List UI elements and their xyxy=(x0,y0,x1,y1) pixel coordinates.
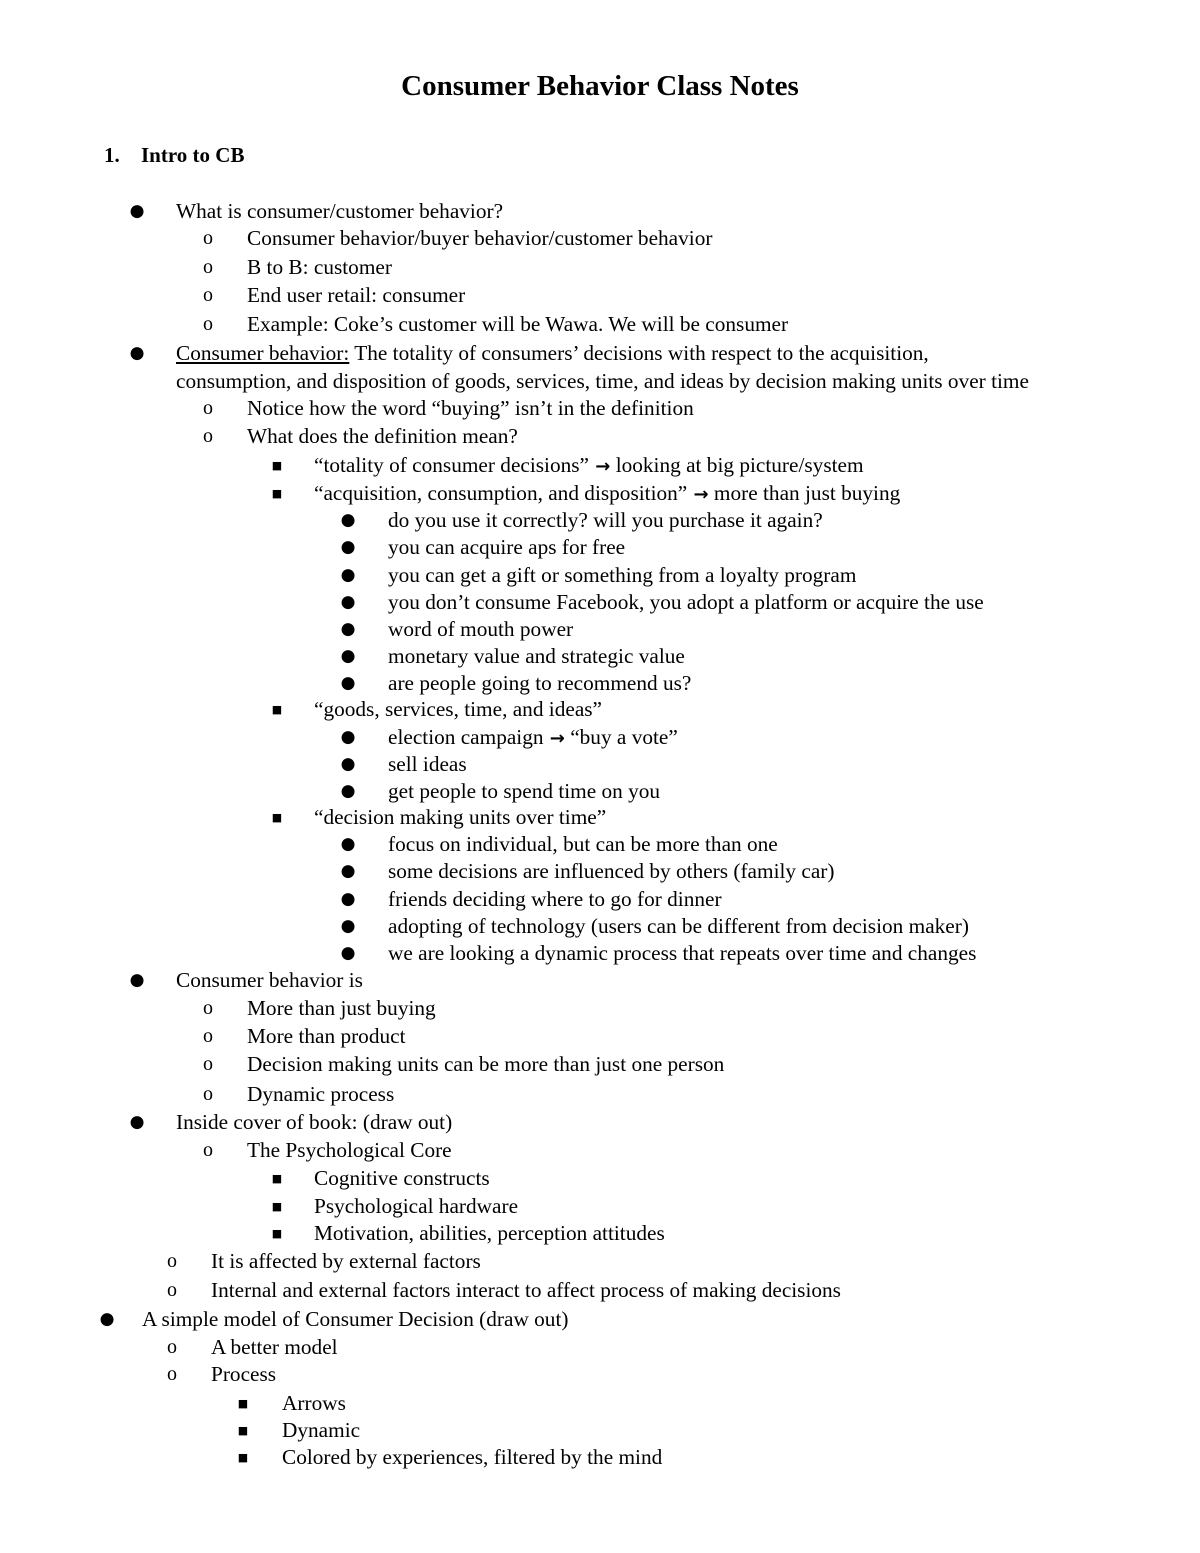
list-item-text xyxy=(211,1334,338,1361)
item-text: sell ideas xyxy=(388,752,467,776)
dot-bullet-icon: ● xyxy=(340,619,356,639)
dot-bullet-icon: ● xyxy=(340,537,356,557)
circle-bullet-icon: o xyxy=(203,997,213,1019)
item-text: Inside cover of book: (draw out) xyxy=(176,1110,453,1134)
list-item-text xyxy=(314,804,606,831)
item-text: “goods, services, time, and ideas” xyxy=(314,697,603,721)
item-text: What does the definition mean? xyxy=(247,424,518,448)
list-item-text xyxy=(388,778,660,805)
dot-bullet-icon: ● xyxy=(340,646,356,666)
item-text: Consumer behavior is xyxy=(176,968,363,992)
square-bullet-icon: ■ xyxy=(237,1424,249,1437)
list-item-text xyxy=(388,643,685,670)
item-text: More than product xyxy=(247,1024,406,1048)
list-item-text xyxy=(314,1193,518,1220)
section-title: Intro to CB xyxy=(141,143,245,167)
list-item-text xyxy=(176,340,929,367)
list-item-text xyxy=(247,1051,724,1078)
item-text-after-arrow: looking at big picture/system xyxy=(610,453,864,477)
list-item-text xyxy=(247,282,465,309)
item-text: Process xyxy=(211,1362,277,1386)
circle-bullet-icon: o xyxy=(203,256,213,278)
list-item-text xyxy=(314,480,900,508)
circle-bullet-icon: o xyxy=(203,227,213,249)
dot-bullet-icon: ● xyxy=(340,673,356,693)
square-bullet-icon: ■ xyxy=(271,1172,283,1185)
list-item-text xyxy=(211,1361,276,1388)
item-text: Colored by experiences, filtered by the mind xyxy=(282,1445,663,1469)
item-text: word of mouth power xyxy=(388,617,574,641)
list-item-text xyxy=(176,368,1029,395)
item-text: get people to spend time on you xyxy=(388,779,661,803)
item-text: Cognitive constructs xyxy=(314,1166,490,1190)
dot-bullet-icon: ● xyxy=(129,201,145,221)
page-title: Consumer Behavior Class Notes xyxy=(401,70,799,102)
list-item-text xyxy=(314,452,864,480)
list-item-text xyxy=(388,507,823,534)
item-text: “totality of consumer decisions” xyxy=(314,453,590,477)
list-item-text xyxy=(176,1109,452,1136)
circle-bullet-icon: o xyxy=(203,1025,213,1047)
dot-bullet-icon: ● xyxy=(340,861,356,881)
list-item-text xyxy=(247,254,392,281)
dot-bullet-icon: ● xyxy=(129,970,145,990)
list-item-text xyxy=(211,1248,481,1275)
list-item-text xyxy=(388,913,969,940)
circle-bullet-icon: o xyxy=(203,425,213,447)
item-text: some decisions are influenced by others (family car) xyxy=(388,859,835,883)
square-bullet-icon: ■ xyxy=(271,459,283,472)
list-item-text xyxy=(211,1277,841,1304)
item-text: Dynamic process xyxy=(247,1082,395,1106)
list-item-text xyxy=(247,423,518,450)
dot-bullet-icon: ● xyxy=(340,781,356,801)
dot-bullet-icon: ● xyxy=(340,943,356,963)
list-item-text xyxy=(388,670,691,697)
list-item-text xyxy=(282,1444,662,1471)
list-item-text xyxy=(282,1390,346,1417)
square-bullet-icon: ■ xyxy=(237,1451,249,1464)
dot-bullet-icon: ● xyxy=(340,565,356,585)
dot-bullet-icon: ● xyxy=(340,834,356,854)
square-bullet-icon: ■ xyxy=(237,1397,249,1410)
item-text: are people going to recommend us? xyxy=(388,671,692,695)
item-text: “acquisition, consumption, and disposition” xyxy=(314,481,688,505)
list-item-text xyxy=(314,696,602,723)
square-bullet-icon: ■ xyxy=(271,703,283,716)
list-item-text xyxy=(247,995,436,1022)
item-text: election campaign xyxy=(388,725,544,749)
square-bullet-icon: ■ xyxy=(271,1227,283,1240)
item-text: Notice how the word “buying” isn’t in the definition xyxy=(247,396,694,420)
item-text: More than just buying xyxy=(247,996,436,1020)
item-text: monetary value and strategic value xyxy=(388,644,685,668)
circle-bullet-icon: o xyxy=(167,1363,177,1385)
list-item-text xyxy=(247,1023,406,1050)
item-text: adopting of technology (users can be different from decision maker) xyxy=(388,914,969,938)
circle-bullet-icon: o xyxy=(167,1336,177,1358)
circle-bullet-icon: o xyxy=(203,1083,213,1105)
circle-bullet-icon: o xyxy=(203,284,213,306)
defined-term: Consumer behavior: xyxy=(176,341,350,365)
right-arrow-icon: → xyxy=(589,456,611,477)
list-item-text xyxy=(282,1417,360,1444)
list-item-text xyxy=(247,225,712,252)
list-item-text xyxy=(247,1081,394,1108)
circle-bullet-icon: o xyxy=(203,1139,213,1161)
dot-bullet-icon: ● xyxy=(340,754,356,774)
dot-bullet-icon: ● xyxy=(99,1309,115,1329)
dot-bullet-icon: ● xyxy=(129,1112,145,1132)
item-text: The totality of consumers’ decisions with respect to the acquisition, xyxy=(349,341,929,365)
dot-bullet-icon: ● xyxy=(340,510,356,530)
item-text: B to B: customer xyxy=(247,255,392,279)
list-item-text xyxy=(388,589,984,616)
square-bullet-icon: ■ xyxy=(271,811,283,824)
list-item-text xyxy=(142,1306,568,1333)
item-text: Psychological hardware xyxy=(314,1194,519,1218)
list-item-text xyxy=(176,198,503,225)
circle-bullet-icon: o xyxy=(203,397,213,419)
section-heading xyxy=(104,143,244,168)
square-bullet-icon: ■ xyxy=(271,487,283,500)
dot-bullet-icon: ● xyxy=(340,727,356,747)
item-text: A better model xyxy=(211,1335,338,1359)
item-text: you can acquire aps for free xyxy=(388,535,626,559)
list-item-text xyxy=(388,724,678,752)
item-text: friends deciding where to go for dinner xyxy=(388,887,722,911)
right-arrow-icon: → xyxy=(543,728,565,749)
item-text: we are looking a dynamic process that repeats over time and changes xyxy=(388,941,977,965)
list-item-text xyxy=(314,1165,490,1192)
list-item-text xyxy=(388,886,722,913)
list-item-text xyxy=(176,967,363,994)
item-text-after-arrow: more than just buying xyxy=(708,481,901,505)
section-number: 1. xyxy=(104,143,120,167)
item-text-after-arrow: “buy a vote” xyxy=(564,725,678,749)
item-text: do you use it correctly? will you purchase it again? xyxy=(388,508,823,532)
item-text: you can get a gift or something from a loyalty program xyxy=(388,563,857,587)
item-text: Decision making units can be more than just one person xyxy=(247,1052,725,1076)
circle-bullet-icon: o xyxy=(203,1053,213,1075)
item-text: consumption, and disposition of goods, services, time, and ideas by decision making units over time xyxy=(176,369,1029,393)
circle-bullet-icon: o xyxy=(167,1250,177,1272)
dot-bullet-icon: ● xyxy=(340,889,356,909)
list-item-text xyxy=(247,1137,452,1164)
item-text: Dynamic xyxy=(282,1418,361,1442)
circle-bullet-icon: o xyxy=(203,313,213,335)
item-text: What is consumer/customer behavior? xyxy=(176,199,504,223)
item-text: Arrows xyxy=(282,1391,346,1415)
item-text: you don’t consume Facebook, you adopt a platform or acquire the use xyxy=(388,590,984,614)
list-item-text xyxy=(388,616,573,643)
item-text: The Psychological Core xyxy=(247,1138,452,1162)
item-text: focus on individual, but can be more than one xyxy=(388,832,778,856)
list-item-text xyxy=(247,311,788,338)
list-item-text xyxy=(388,940,976,967)
list-item-text xyxy=(388,562,856,589)
list-item-text xyxy=(247,395,694,422)
list-item-text xyxy=(314,1220,665,1247)
right-arrow-icon: → xyxy=(687,484,709,505)
list-item-text xyxy=(388,831,778,858)
item-text: “decision making units over time” xyxy=(314,805,607,829)
dot-bullet-icon: ● xyxy=(129,343,145,363)
list-item-text xyxy=(388,858,834,885)
list-item-text xyxy=(388,534,625,561)
item-text: Motivation, abilities, perception attitudes xyxy=(314,1221,665,1245)
item-text: End user retail: consumer xyxy=(247,283,466,307)
circle-bullet-icon: o xyxy=(167,1279,177,1301)
item-text: Consumer behavior/buyer behavior/customer behavior xyxy=(247,226,713,250)
item-text: It is affected by external factors xyxy=(211,1249,481,1273)
item-text: Example: Coke’s customer will be Wawa. We will be consumer xyxy=(247,312,789,336)
dot-bullet-icon: ● xyxy=(340,916,356,936)
dot-bullet-icon: ● xyxy=(340,592,356,612)
square-bullet-icon: ■ xyxy=(271,1200,283,1213)
item-text: Internal and external factors interact to affect process of making decisions xyxy=(211,1278,841,1302)
item-text: A simple model of Consumer Decision (draw out) xyxy=(142,1307,569,1331)
list-item-text xyxy=(388,751,467,778)
